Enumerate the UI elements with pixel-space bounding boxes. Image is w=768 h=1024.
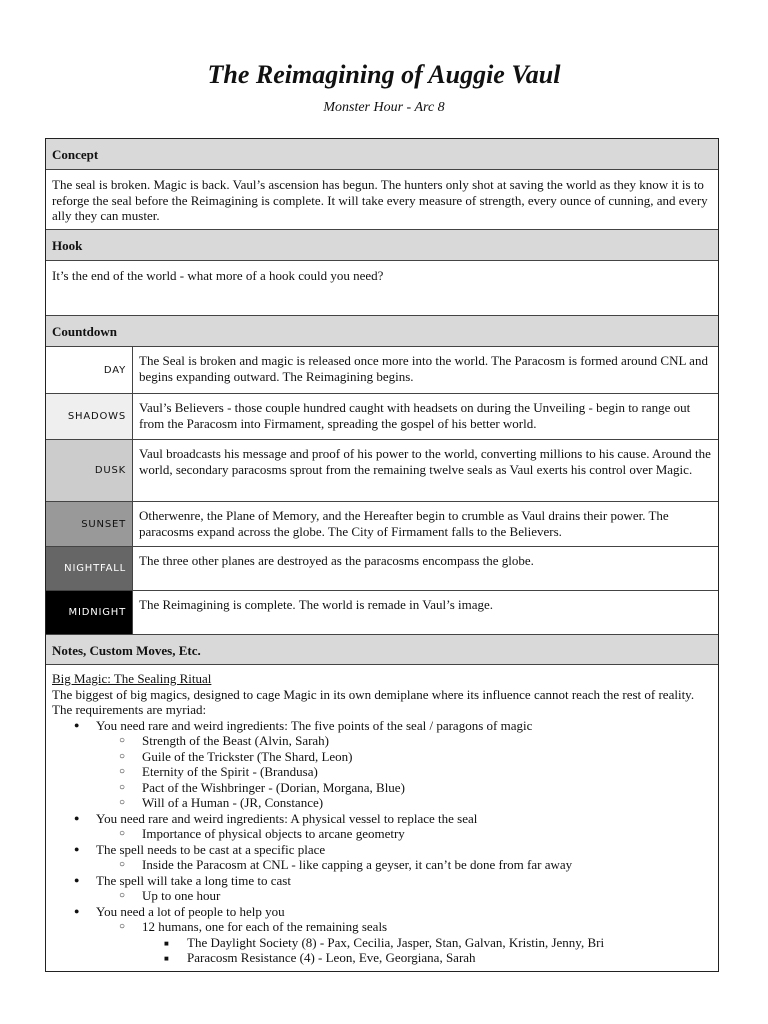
countdown-row — [46, 440, 718, 502]
countdown-label-day: DAY — [46, 347, 133, 393]
countdown-heading: Countdown — [46, 316, 718, 347]
list-item: ○ Eternity of the Spirit - (Brandusa) — [52, 764, 712, 780]
countdown-text: The Seal is broken and magic is released once more into the world. The Paracosm is formed around CNL and begins expanding outward. The Reimagining begins. — [139, 353, 708, 384]
list-item: ● The spell needs to be cast at a specific place — [52, 842, 712, 858]
countdown-row — [46, 502, 718, 547]
hook-heading: Hook — [46, 230, 718, 261]
notes-heading: Notes, Custom Moves, Etc. — [46, 635, 718, 665]
list-item: ○ Inside the Paracosm at CNL - like capping a geyser, it can’t be done from far away — [52, 857, 712, 873]
requirements-list — [52, 718, 712, 966]
countdown-label-shadows: SHADOWS — [46, 394, 133, 439]
document-title: The Reimagining of Auggie Vaul — [207, 60, 561, 89]
notes-body — [46, 665, 718, 971]
countdown-text: Vaul broadcasts his message and proof of his power to the world, converting millions to his cause. Around the world, secondary paracosms sprout from the remaining twelve seals as Vaul exerts his control over Magic. — [139, 446, 711, 477]
arc-table — [45, 138, 719, 972]
countdown-row — [46, 591, 718, 635]
concept-heading: Concept — [46, 139, 718, 170]
countdown-text: The Reimagining is complete. The world is remade in Vaul’s image. — [139, 597, 494, 612]
countdown-label-nightfall: NIGHTFALL — [46, 547, 133, 590]
notes-intro: The biggest of big magics, designed to cage Magic in its own demiplane where its influence cannot reach the rest of reality. The requirements are myriad: — [52, 686, 695, 717]
countdown-label-dusk: DUSK — [46, 440, 133, 501]
list-item: ■ Paracosm Resistance (4) - Leon, Eve, Georgiana, Sarah — [52, 950, 712, 966]
countdown-label-midnight: MIDNIGHT — [46, 591, 133, 634]
list-item: ○ Importance of physical objects to arcane geometry — [52, 826, 712, 842]
list-item: ● The spell will take a long time to cast — [52, 873, 712, 889]
list-item: ○ 12 humans, one for each of the remaining seals — [52, 919, 712, 935]
countdown-text: The three other planes are destroyed as the paracosms encompass the globe. — [139, 553, 534, 568]
list-item: ■ The Daylight Society (8) - Pax, Cecilia, Jasper, Stan, Galvan, Kristin, Jenny, Bri — [52, 935, 712, 951]
countdown-text: Vaul’s Believers - those couple hundred caught with headsets on during the Unveiling - begin to range out from the Paracosm into Firmament, spreading the gospel of his better world. — [139, 400, 691, 431]
list-item: ○ Will of a Human - (JR, Constance) — [52, 795, 712, 811]
list-item: ● You need rare and weird ingredients: The five points of the seal / paragons of magic — [52, 718, 712, 734]
list-item: ○ Pact of the Wishbringer - (Dorian, Morgana, Blue) — [52, 780, 712, 796]
countdown-row — [46, 547, 718, 591]
countdown-label-sunset: SUNSET — [46, 502, 133, 546]
countdown-row — [46, 394, 718, 440]
countdown-row — [46, 347, 718, 394]
countdown-text: Otherwenre, the Plane of Memory, and the Hereafter begin to crumble as Vaul drains their power. The paracosms expand across the globe. The City of Firmament falls to the Believers. — [139, 508, 669, 539]
concept-text: The seal is broken. Magic is back. Vaul’s ascension has begun. The hunters only shot at saving the world as they know it is to reforge the seal before the Reimagining is complete. It will take every measure of strength, every ounce of cunning, and every ally they can muster. — [46, 170, 718, 230]
list-item: ○ Up to one hour — [52, 888, 712, 904]
list-item: ○ Strength of the Beast (Alvin, Sarah) — [52, 733, 712, 749]
document-subtitle: Monster Hour - Arc 8 — [323, 100, 445, 115]
notes-subheading: Big Magic: The Sealing Ritual — [52, 671, 212, 686]
list-item: ○ Guile of the Trickster (The Shard, Leon) — [52, 749, 712, 765]
hook-text: It’s the end of the world - what more of a hook could you need? — [46, 261, 718, 316]
list-item: ● You need rare and weird ingredients: A physical vessel to replace the seal — [52, 811, 712, 827]
list-item: ● You need a lot of people to help you — [52, 904, 712, 920]
